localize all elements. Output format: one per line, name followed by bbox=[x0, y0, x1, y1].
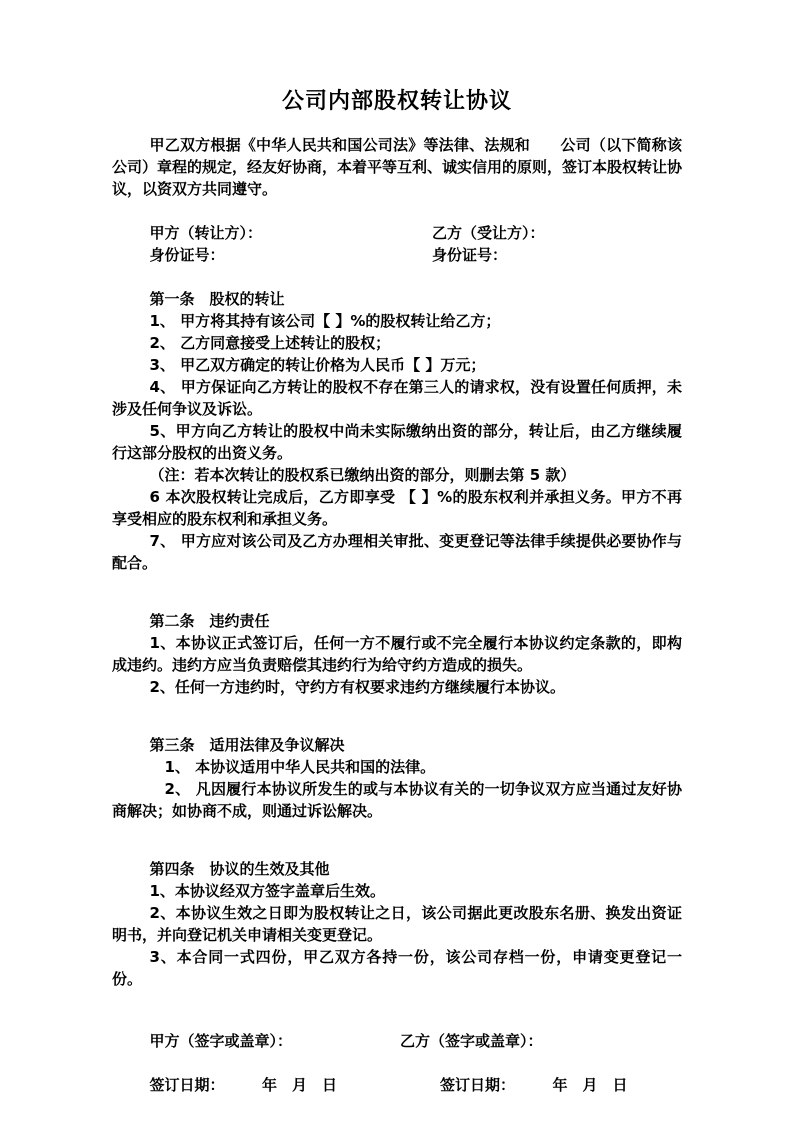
signature-row bbox=[112, 1030, 682, 1052]
date-row bbox=[112, 1074, 682, 1096]
section-1-item: 5、甲方向乙方转让的股权中尚未实际缴纳出资的部分，转让后，由乙方继续履行这部分股权的出资义务。 bbox=[112, 422, 682, 462]
party-b-date-label: 签订日期： 年 月 日 bbox=[440, 1076, 628, 1094]
party-a-signature-label: 甲方（签字或盖章）： bbox=[149, 1032, 293, 1050]
party-b-id-label: 身份证号： bbox=[432, 246, 508, 264]
party-b-signature-label: 乙方（签字或盖章）： bbox=[400, 1032, 543, 1050]
section-2-heading: 第二条 违约责任 bbox=[149, 612, 270, 630]
section-4-item: 2、本协议生效之日即为股权转让之日，该公司据此更改股东名册、换发出资证明书，并向登记机关申请相关变更登记。 bbox=[112, 904, 682, 944]
section-3 bbox=[112, 734, 682, 822]
section-4 bbox=[112, 858, 682, 990]
section-1-item: 3、 甲乙双方确定的转让价格为人民币【 】万元； bbox=[149, 356, 486, 374]
section-1-note: （注：若本次转让的股权系已缴纳出资的部分，则删去第 5 款） bbox=[149, 466, 576, 484]
section-1-item: 7、 甲方应对该公司及乙方办理相关审批、变更登记等法律手续提供必要协作与配合。 bbox=[112, 532, 682, 572]
section-4-heading: 第四条 协议的生效及其他 bbox=[149, 860, 330, 878]
section-1-heading: 第一条 股权的转让 bbox=[149, 290, 285, 308]
party-labels-row bbox=[112, 222, 682, 244]
section-2-item: 2、任何一方违约时，守约方有权要求违约方继续履行本协议。 bbox=[149, 678, 565, 696]
section-1 bbox=[112, 288, 682, 574]
section-2-item: 1、本协议正式签订后，任何一方不履行或不完全履行本协议约定条款的，即构成违约。违约方应当负责赔偿其违约行为给守约方造成的损失。 bbox=[112, 634, 682, 674]
section-1-item: 2、 乙方同意接受上述转让的股权； bbox=[149, 334, 391, 352]
party-a-date-label: 签订日期： 年 月 日 bbox=[149, 1076, 338, 1094]
intro-paragraph: 甲乙双方根据《中华人民共和国公司法》等法律、法规和 公司（以下简称该公司）章程的规定，经友好协商，本着平等互利、诚实信用的原则，签订本股权转让协议，以资双方共同遵守。 bbox=[112, 136, 683, 198]
party-b-label: 乙方（受让方）： bbox=[432, 224, 545, 242]
party-a-label: 甲方（转让方）： bbox=[149, 224, 263, 242]
section-2 bbox=[112, 610, 682, 698]
section-4-item: 1、本协议经双方签字盖章后生效。 bbox=[149, 882, 385, 900]
document-title: 公司内部股权转让协议 bbox=[281, 89, 512, 114]
section-3-item: 1、 本协议适用中华人民共和国的法律。 bbox=[164, 758, 436, 776]
section-1-item: 4、 甲方保证向乙方转让的股权不存在第三人的请求权，没有设置任何质押，未涉及任何争议及诉讼。 bbox=[112, 378, 682, 418]
section-3-heading: 第三条 适用法律及争议解决 bbox=[149, 736, 345, 754]
section-4-item: 3、本合同一式四份，甲乙双方各持一份，该公司存档一份，申请变更登记一份。 bbox=[112, 948, 682, 988]
parties-block bbox=[112, 222, 682, 266]
id-labels-row bbox=[112, 244, 682, 266]
section-1-item: 6 本次股权转让完成后，乙方即享受 【 】%的股东权利并承担义务。甲方不再享受相应的股东权利和承担义务。 bbox=[112, 488, 682, 528]
section-1-item: 1、 甲方将其持有该公司【 】%的股权转让给乙方； bbox=[149, 312, 501, 330]
party-a-id-label: 身份证号： bbox=[149, 246, 225, 264]
section-3-item: 2、 凡因履行本协议所发生的或与本协议有关的一切争议双方应当通过友好协商解决；如协商不成，则通过诉讼解决。 bbox=[112, 780, 682, 820]
